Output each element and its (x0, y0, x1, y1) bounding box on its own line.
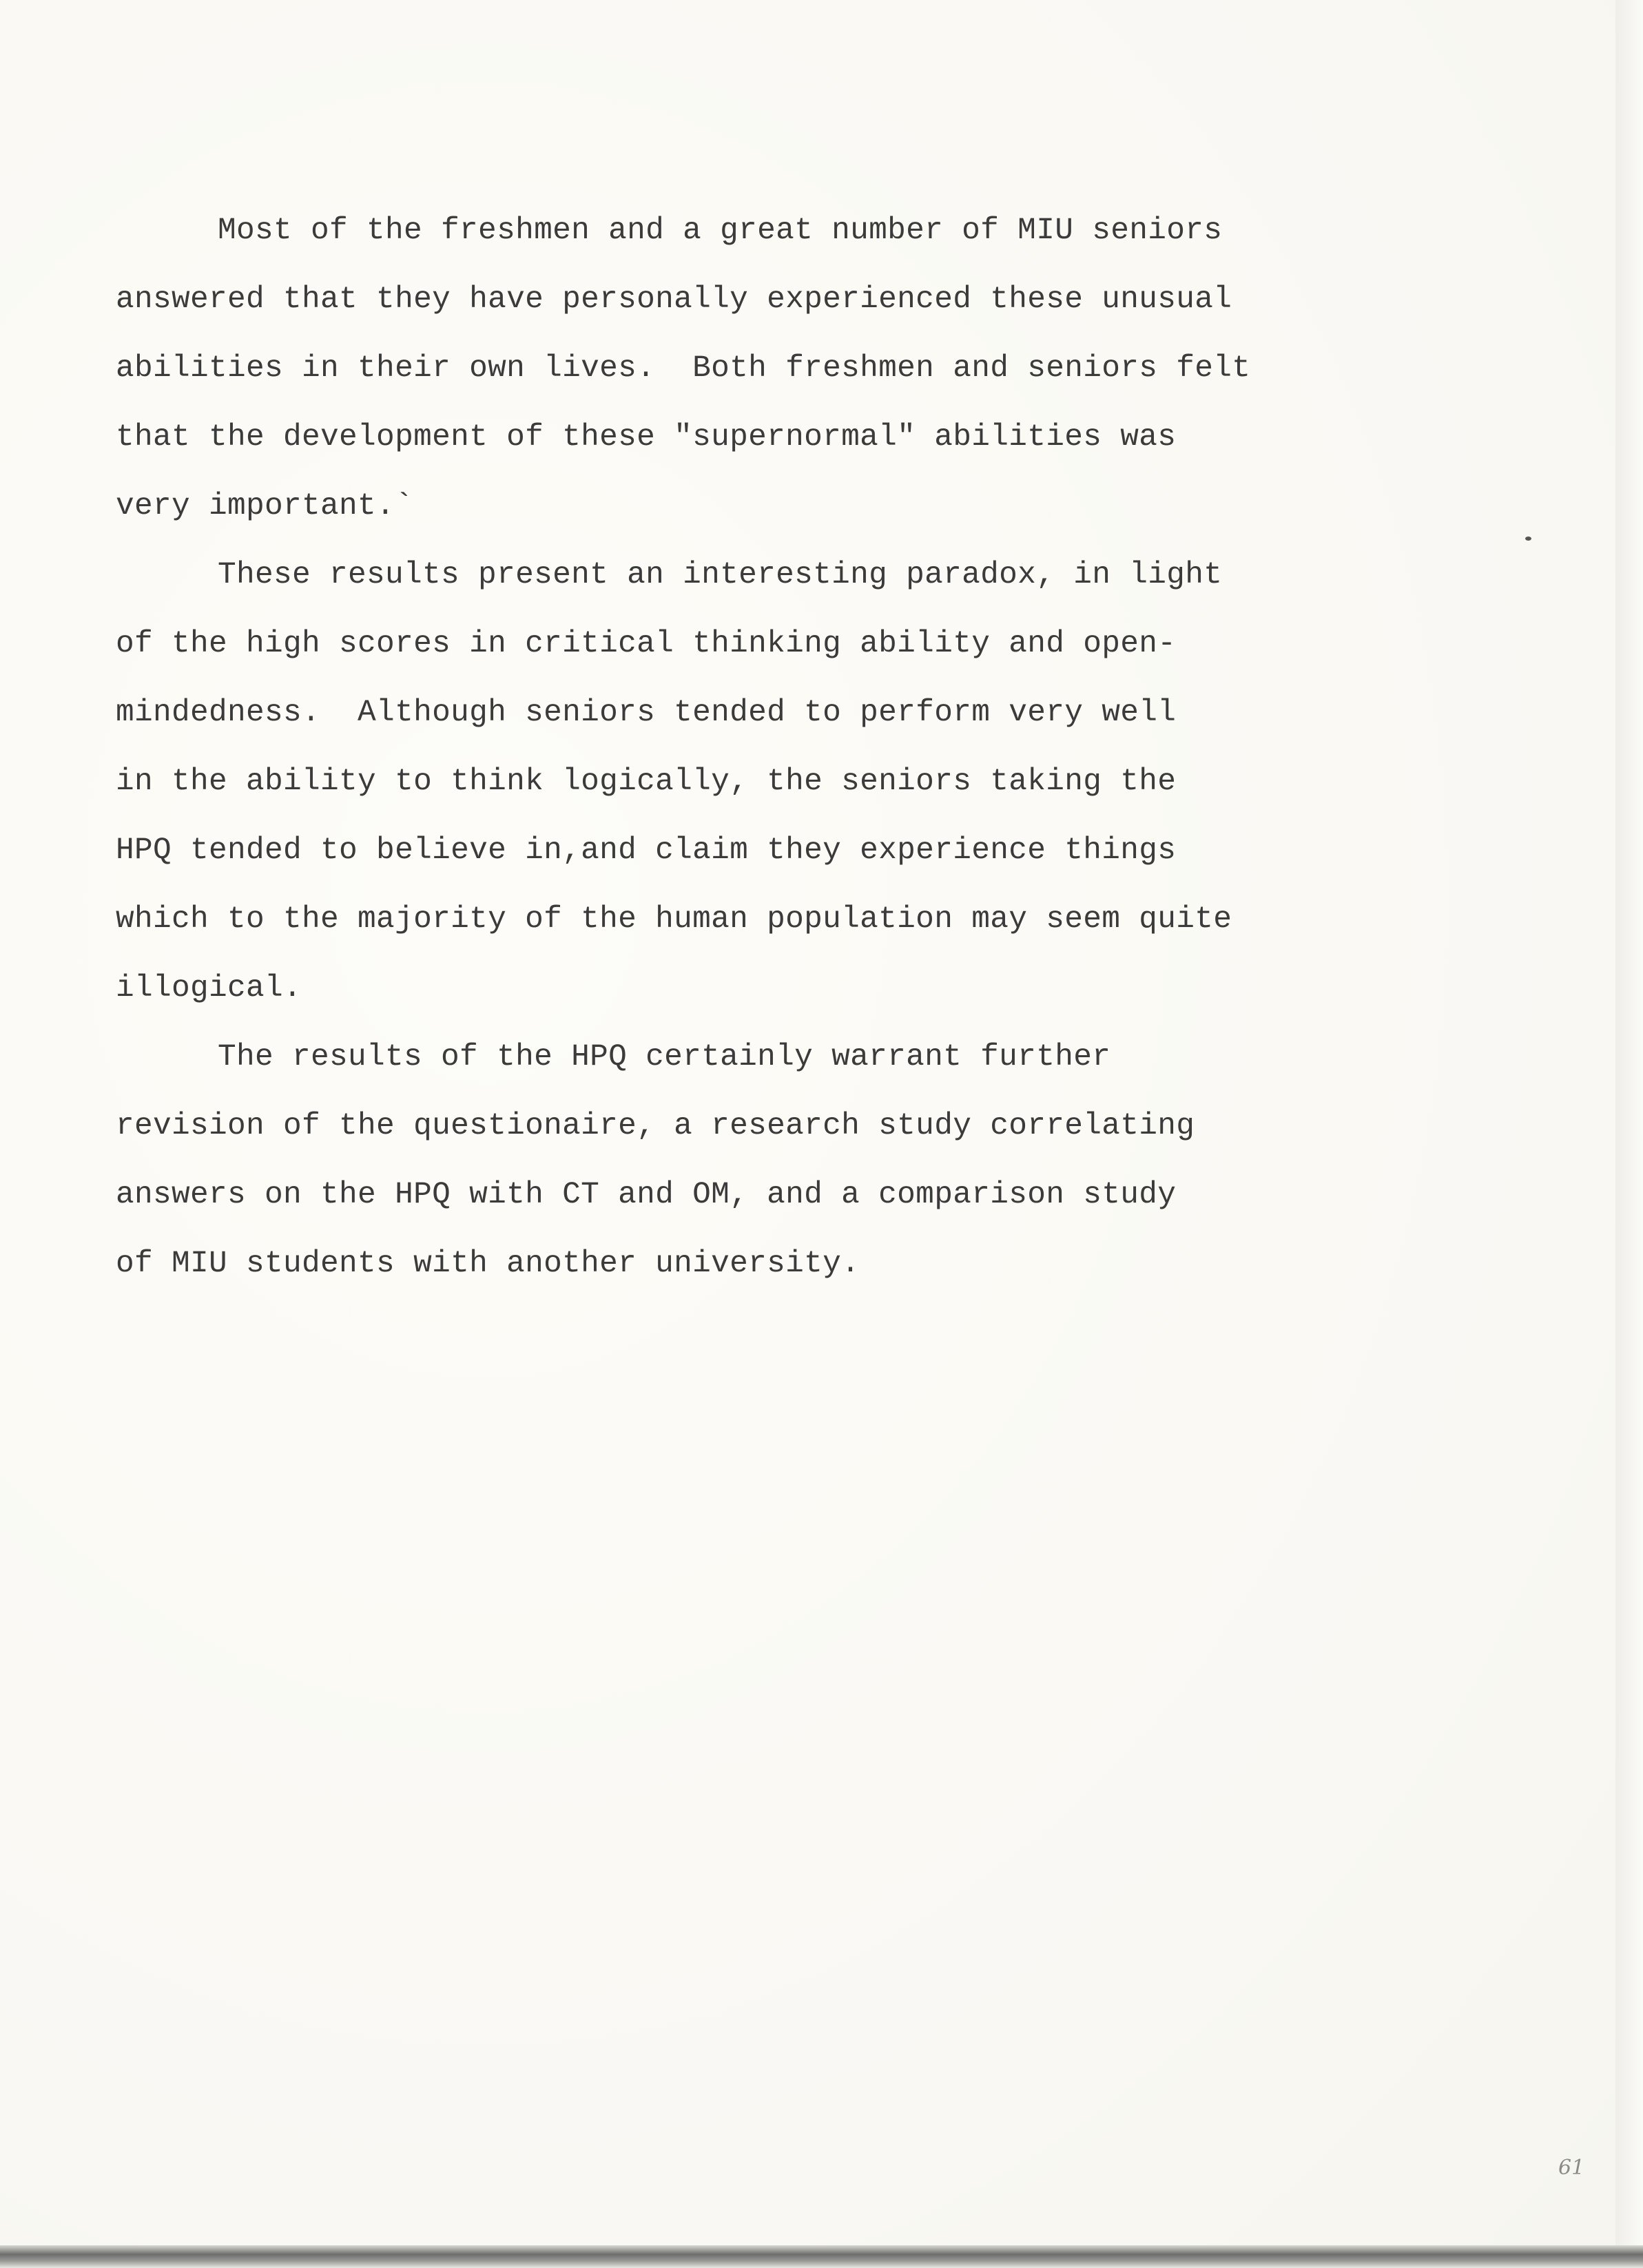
text-line: These results present an interesting paradox, in light (218, 558, 1223, 592)
text-line: that the development of these "supernormal" abilities was (116, 420, 1177, 455)
paragraph-3 (116, 1033, 1397, 1309)
paragraph-1 (116, 207, 1397, 551)
text-line: answered that they have personally experienced these unusual (116, 282, 1232, 317)
text-line: illogical. (116, 971, 302, 1006)
text-line: in the ability to think logically, the seniors taking the (116, 764, 1177, 799)
text-line: revision of the questionaire, a research study correlating (116, 1109, 1195, 1143)
text-line: Most of the freshmen and a great number of MIU seniors (218, 214, 1223, 248)
page-edge-right (1615, 0, 1643, 2268)
text-line: abilities in their own lives. Both freshmen and seniors felt (116, 351, 1251, 386)
text-line: which to the majority of the human population may seem quite (116, 902, 1232, 937)
scan-bottom-edge (0, 2245, 1643, 2268)
text-line: of MIU students with another university. (116, 1247, 860, 1281)
text-line: HPQ tended to believe in,and claim they experience things (116, 833, 1177, 868)
text-line: very important.` (116, 489, 414, 523)
text-line: mindedness. Although seniors tended to perform very well (116, 696, 1177, 730)
typed-text-body (116, 207, 1397, 1309)
page-number: 61 (1558, 2156, 1585, 2180)
paragraph-2 (116, 551, 1397, 1033)
text-line: of the high scores in critical thinking ability and open- (116, 627, 1177, 661)
text-line: The results of the HPQ certainly warrant further (218, 1040, 1111, 1074)
text-line: answers on the HPQ with CT and OM, and a comparison study (116, 1178, 1177, 1212)
ink-speck (1525, 537, 1531, 541)
